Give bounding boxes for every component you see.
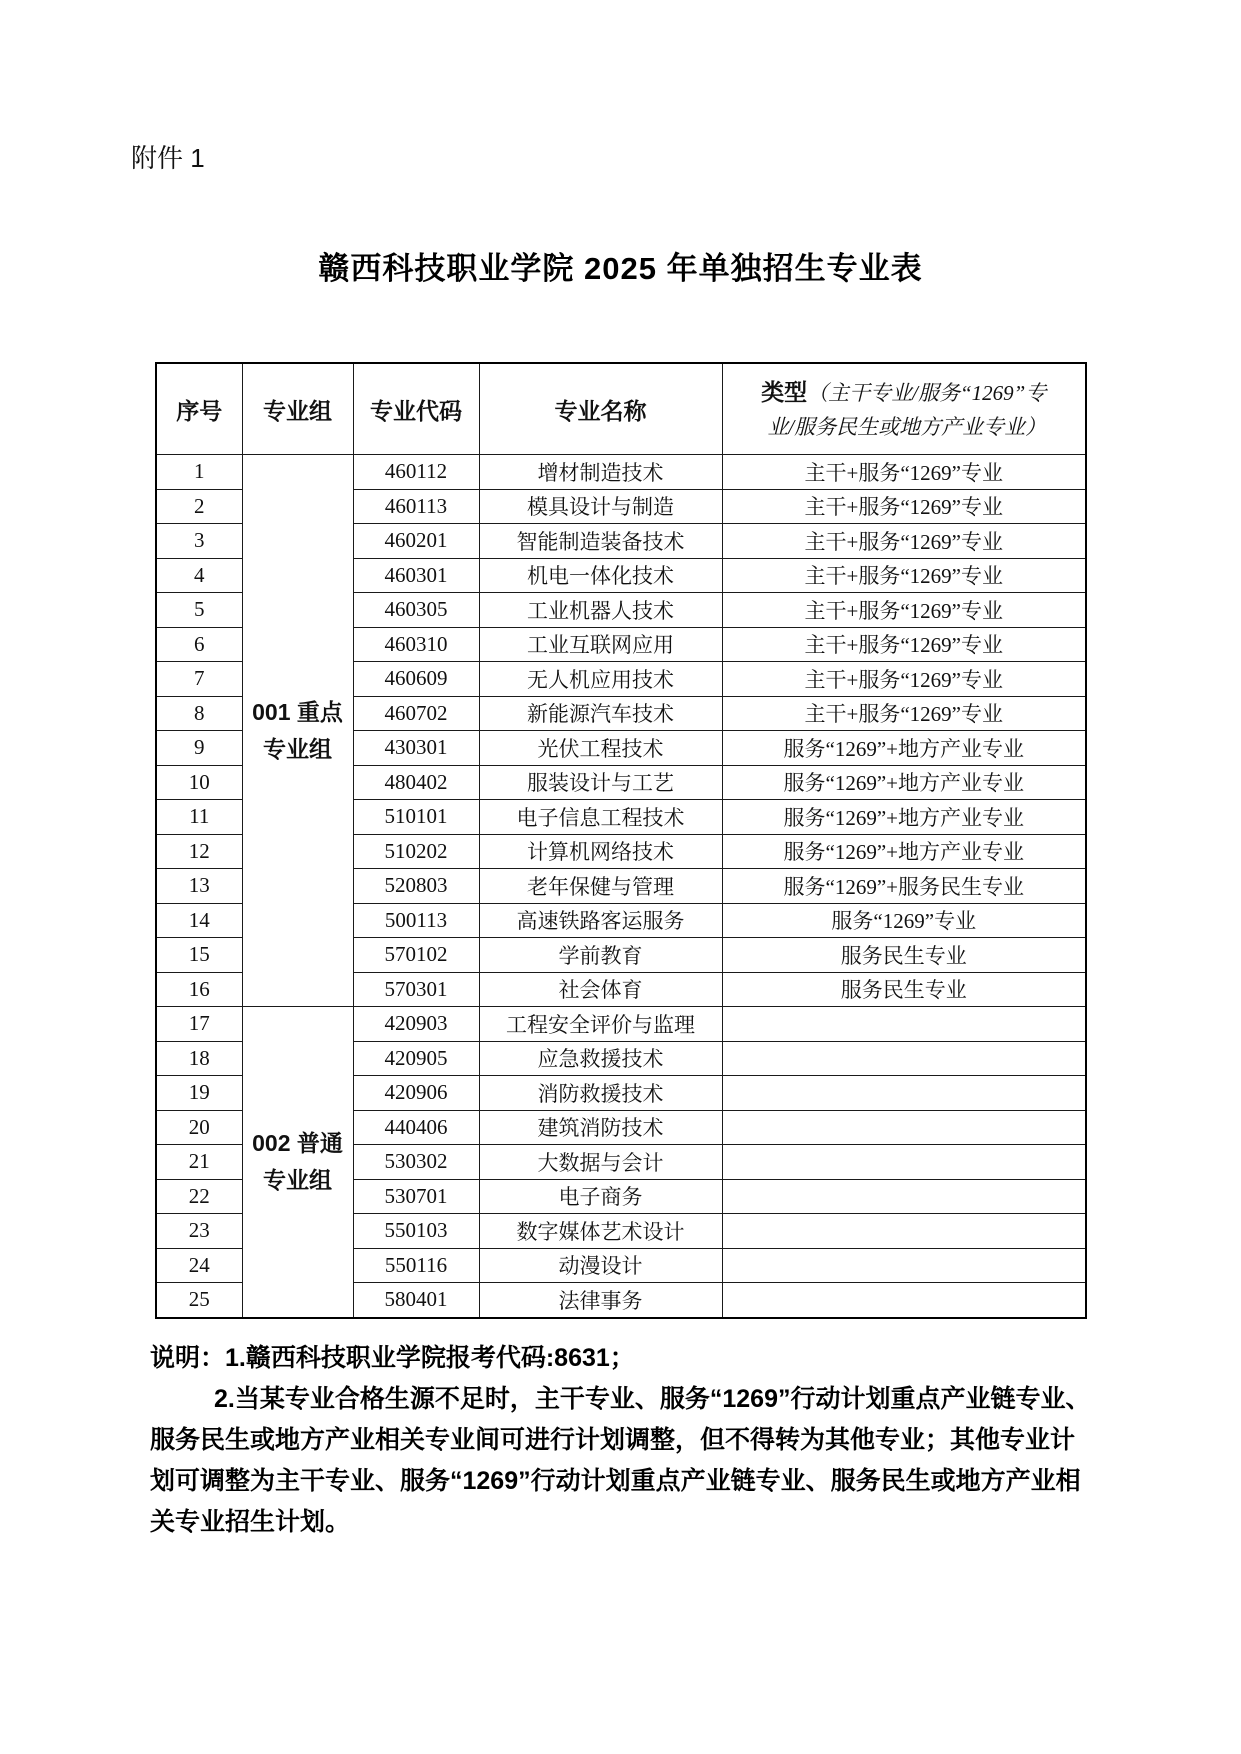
row-no-cell: 11 [156, 800, 242, 835]
major-cell: 服装设计与工艺 [479, 765, 722, 800]
group-cell [242, 455, 353, 1007]
row-no-cell: 9 [156, 731, 242, 766]
table-header-row [156, 363, 1086, 455]
notes-block [150, 1338, 1130, 1543]
type-cell [722, 1007, 1086, 1042]
note-line: 说明：1.赣西科技职业学院报考代码:8631； [150, 1344, 635, 1372]
row-no-cell: 10 [156, 765, 242, 800]
code-cell: 460702 [353, 696, 479, 731]
row-no-cell: 14 [156, 903, 242, 938]
group-label-line2: 专业组 [263, 1166, 332, 1193]
page-title: 赣西科技职业学院 2025 年单独招生专业表 [318, 251, 923, 286]
row-no-cell: 5 [156, 593, 242, 628]
code-cell: 460113 [353, 489, 479, 524]
row-no-cell: 1 [156, 455, 242, 490]
row-no-cell: 25 [156, 1283, 242, 1318]
type-cell [722, 1145, 1086, 1180]
col-header-type [722, 363, 1086, 455]
code-cell: 530701 [353, 1179, 479, 1214]
row-no-cell: 19 [156, 1076, 242, 1111]
type-cell: 主干+服务“1269”专业 [722, 489, 1086, 524]
major-cell: 工程安全评价与监理 [479, 1007, 722, 1042]
col-header-major: 专业名称 [479, 363, 722, 455]
major-cell: 无人机应用技术 [479, 662, 722, 697]
row-no-cell: 3 [156, 524, 242, 559]
row-no-cell: 22 [156, 1179, 242, 1214]
major-cell: 建筑消防技术 [479, 1110, 722, 1145]
major-cell: 老年保健与管理 [479, 869, 722, 904]
row-no-cell: 17 [156, 1007, 242, 1042]
table-row [156, 455, 1086, 490]
row-no-cell: 20 [156, 1110, 242, 1145]
group-label-line1: 002 普通 [252, 1129, 343, 1156]
code-cell: 530302 [353, 1145, 479, 1180]
major-cell: 高速铁路客运服务 [479, 903, 722, 938]
major-cell: 计算机网络技术 [479, 834, 722, 869]
major-cell: 动漫设计 [479, 1248, 722, 1283]
row-no-cell: 24 [156, 1248, 242, 1283]
col-header-no: 序号 [156, 363, 242, 455]
note-line: 2.当某专业合格生源不足时，主干专业、服务“1269”行动计划重点产业链专业、 [214, 1385, 1091, 1413]
code-cell: 570301 [353, 972, 479, 1007]
row-no-cell: 21 [156, 1145, 242, 1180]
code-cell: 460301 [353, 558, 479, 593]
major-cell: 数字媒体艺术设计 [479, 1214, 722, 1249]
note-line: 关专业招生计划。 [150, 1508, 351, 1536]
type-cell: 主干+服务“1269”专业 [722, 524, 1086, 559]
group-label-line2: 专业组 [263, 735, 332, 762]
major-cell: 光伏工程技术 [479, 731, 722, 766]
code-cell: 550103 [353, 1214, 479, 1249]
type-cell: 主干+服务“1269”专业 [722, 593, 1086, 628]
type-cell: 服务“1269”+地方产业专业 [722, 800, 1086, 835]
row-no-cell: 7 [156, 662, 242, 697]
majors-table [155, 362, 1087, 1319]
major-cell: 机电一体化技术 [479, 558, 722, 593]
major-cell: 智能制造装备技术 [479, 524, 722, 559]
code-cell: 420906 [353, 1076, 479, 1111]
major-cell: 电子信息工程技术 [479, 800, 722, 835]
code-cell: 570102 [353, 938, 479, 973]
type-cell: 服务“1269”+地方产业专业 [722, 731, 1086, 766]
type-cell [722, 1214, 1086, 1249]
major-cell: 大数据与会计 [479, 1145, 722, 1180]
type-cell: 主干+服务“1269”专业 [722, 455, 1086, 490]
col-header-group: 专业组 [242, 363, 353, 455]
code-cell: 550116 [353, 1248, 479, 1283]
code-cell: 510101 [353, 800, 479, 835]
row-no-cell: 8 [156, 696, 242, 731]
type-header-line1 [725, 375, 1084, 410]
group-cell [242, 1007, 353, 1318]
type-cell: 服务“1269”+地方产业专业 [722, 765, 1086, 800]
type-cell: 主干+服务“1269”专业 [722, 627, 1086, 662]
attachment-label: 附件 1 [131, 143, 205, 173]
major-cell: 增材制造技术 [479, 455, 722, 490]
row-no-cell: 13 [156, 869, 242, 904]
note-line: 划可调整为主干专业、服务“1269”行动计划重点产业链专业、服务民生或地方产业相 [150, 1467, 1081, 1495]
type-cell: 主干+服务“1269”专业 [722, 558, 1086, 593]
type-cell: 主干+服务“1269”专业 [722, 662, 1086, 697]
type-cell [722, 1076, 1086, 1111]
table-body [156, 455, 1086, 1318]
row-no-cell: 18 [156, 1041, 242, 1076]
major-cell: 新能源汽车技术 [479, 696, 722, 731]
major-cell: 工业机器人技术 [479, 593, 722, 628]
row-no-cell: 12 [156, 834, 242, 869]
type-cell [722, 1248, 1086, 1283]
row-no-cell: 6 [156, 627, 242, 662]
code-cell: 440406 [353, 1110, 479, 1145]
major-cell: 应急救援技术 [479, 1041, 722, 1076]
code-cell: 480402 [353, 765, 479, 800]
major-cell: 电子商务 [479, 1179, 722, 1214]
type-cell: 服务“1269”+地方产业专业 [722, 834, 1086, 869]
row-no-cell: 15 [156, 938, 242, 973]
code-cell: 460310 [353, 627, 479, 662]
type-cell: 服务民生专业 [722, 972, 1086, 1007]
row-no-cell: 2 [156, 489, 242, 524]
type-cell: 服务“1269”+服务民生专业 [722, 869, 1086, 904]
type-header-prefix: 类型 [761, 378, 808, 405]
code-cell: 430301 [353, 731, 479, 766]
col-header-code: 专业代码 [353, 363, 479, 455]
type-header-detail-line1: （主干专业/服务“1269”专 [807, 380, 1047, 405]
row-no-cell: 16 [156, 972, 242, 1007]
table-row [156, 1007, 1086, 1042]
row-no-cell: 4 [156, 558, 242, 593]
code-cell: 460305 [353, 593, 479, 628]
major-cell: 模具设计与制造 [479, 489, 722, 524]
code-cell: 510202 [353, 834, 479, 869]
code-cell: 460201 [353, 524, 479, 559]
type-cell [722, 1041, 1086, 1076]
type-header-detail-line2: 业/服务民生或地方产业专业） [767, 414, 1047, 439]
code-cell: 520803 [353, 869, 479, 904]
major-cell: 工业互联网应用 [479, 627, 722, 662]
code-cell: 460609 [353, 662, 479, 697]
type-cell [722, 1179, 1086, 1214]
major-cell: 法律事务 [479, 1283, 722, 1318]
type-cell: 服务“1269”专业 [722, 903, 1086, 938]
type-cell [722, 1110, 1086, 1145]
row-no-cell: 23 [156, 1214, 242, 1249]
code-cell: 580401 [353, 1283, 479, 1318]
code-cell: 420903 [353, 1007, 479, 1042]
type-cell [722, 1283, 1086, 1318]
note-line: 服务民生或地方产业相关专业间可进行计划调整，但不得转为其他专业；其他专业计 [150, 1426, 1076, 1454]
major-cell: 消防救援技术 [479, 1076, 722, 1111]
code-cell: 460112 [353, 455, 479, 490]
type-cell: 主干+服务“1269”专业 [722, 696, 1086, 731]
major-cell: 学前教育 [479, 938, 722, 973]
group-label-line1: 001 重点 [252, 698, 343, 725]
major-cell: 社会体育 [479, 972, 722, 1007]
code-cell: 420905 [353, 1041, 479, 1076]
type-cell: 服务民生专业 [722, 938, 1086, 973]
code-cell: 500113 [353, 903, 479, 938]
